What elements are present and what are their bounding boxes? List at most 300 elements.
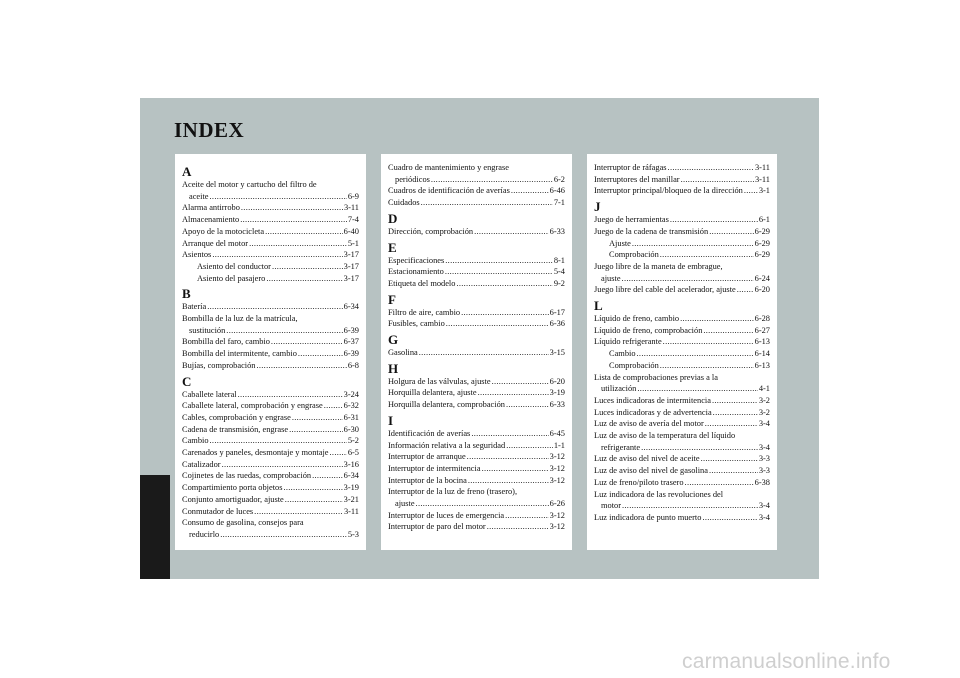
index-entry[interactable] (594, 465, 770, 477)
dot-leader (701, 453, 758, 465)
index-entry-page: 6-38 (754, 477, 770, 487)
index-entry-label: Luces indicadoras de intermitencia (594, 395, 711, 405)
index-entry-label: Interruptor de intermitencia (388, 463, 481, 473)
index-entry-label: Cojinetes de las ruedas, comprobación (182, 471, 312, 481)
index-entry-label: Carenados y paneles, desmontaje y montaje (182, 448, 329, 458)
index-entry-page: 6-29 (754, 238, 770, 248)
dot-leader (445, 266, 553, 278)
index-entry[interactable] (594, 185, 770, 197)
dot-leader (622, 500, 758, 512)
index-entry-page: 7-4 (347, 215, 359, 225)
dot-leader (241, 202, 343, 214)
index-entry-label: Conjunto amortiguador, ajuste (182, 494, 284, 504)
index-entry-label: Juego libre del cable del acelerador, ajuste (594, 285, 736, 295)
index-entry[interactable] (388, 278, 565, 290)
index-entry-page: 1-1 (553, 440, 565, 450)
index-entry-label: Cuidados (388, 198, 420, 208)
index-entry[interactable] (594, 512, 770, 524)
index-entry-label: periódicos (395, 174, 430, 184)
index-entry[interactable] (182, 214, 359, 226)
index-entry[interactable] (388, 521, 565, 533)
index-column-3 (587, 154, 777, 550)
dot-leader (467, 451, 549, 463)
index-entry-label: Filtro de aire, cambio (388, 307, 461, 317)
index-entry[interactable] (182, 348, 359, 360)
index-entry-label: ajuste (601, 273, 621, 283)
index-entry-heading: Aceite del motor y cartucho del filtro de (182, 180, 317, 189)
index-entry-label: reducirlo (189, 529, 220, 539)
watermark-text: carmanualsonline.info (682, 650, 891, 673)
index-entry-label: Interruptor de ráfagas (594, 163, 667, 172)
index-entry[interactable] (594, 442, 770, 454)
index-entry[interactable] (594, 284, 770, 296)
dot-leader (285, 494, 343, 506)
index-entry-page: 6-1 (758, 215, 770, 225)
index-entry[interactable] (388, 428, 565, 440)
index-entry-label: Horquilla delantera, ajuste (388, 388, 477, 398)
page-title: INDEX (174, 118, 245, 142)
index-entry[interactable] (388, 307, 565, 319)
index-entry[interactable] (594, 226, 770, 238)
index-entry[interactable] (388, 510, 565, 522)
dot-leader (478, 387, 549, 399)
index-entry-page: 6-46 (549, 186, 565, 196)
index-entry-label: Asientos (182, 250, 212, 260)
index-entry-heading: Luz indicadora de las revoluciones del (594, 489, 724, 499)
dot-leader (222, 459, 343, 471)
index-entry-page: 6-39 (343, 349, 359, 359)
index-entry[interactable] (182, 360, 359, 372)
index-entry-label: Interruptor de arranque (388, 452, 466, 462)
index-entry-label: Batería (182, 302, 207, 312)
dot-leader (445, 255, 553, 267)
section-letter: B (182, 286, 191, 302)
index-entry[interactable] (388, 475, 565, 487)
index-entry[interactable] (182, 459, 359, 471)
index-entry-page: 6-32 (343, 401, 359, 411)
index-entry-page: 6-20 (549, 376, 565, 386)
index-entry-label: Interruptor de paro del motor (388, 522, 486, 532)
index-entry-page: 8-1 (553, 255, 565, 265)
index-entry-page: 3-12 (549, 463, 565, 473)
index-entry-page: 6-17 (549, 307, 565, 317)
index-entry-label: Interruptor de luces de emergencia (388, 510, 505, 520)
index-entry-page: 5-4 (553, 267, 565, 277)
index-entry[interactable] (594, 273, 770, 285)
index-entry-label: Información relativa a la seguridad (388, 440, 506, 450)
dot-leader (240, 214, 347, 226)
index-entry-page: 3-11 (754, 174, 770, 184)
index-entry-heading: Interruptor de la luz de freno (trasero), (388, 487, 518, 497)
index-entry-label: Juego de la cadena de transmisión (594, 226, 709, 236)
index-entry[interactable] (182, 301, 359, 313)
index-entry-page: 6-27 (754, 325, 770, 335)
index-entry[interactable] (388, 347, 565, 359)
index-entry-label: Luces indicadoras y de advertencia (594, 407, 712, 417)
index-entry[interactable] (182, 191, 359, 203)
index-entry-label: Dirección, comprobación (388, 226, 474, 236)
dot-leader (238, 389, 343, 401)
index-column-1 (175, 154, 366, 550)
index-entry-label: Caballete lateral (182, 389, 237, 399)
index-entry[interactable] (388, 387, 565, 399)
dot-leader (713, 407, 758, 419)
index-entry[interactable] (594, 453, 770, 465)
index-entry-page: 6-29 (754, 250, 770, 260)
section-letter: J (594, 199, 601, 215)
index-entry[interactable] (182, 435, 359, 447)
index-entry-label: Líquido refrigerante (594, 337, 662, 347)
index-entry[interactable] (594, 477, 770, 489)
index-entry[interactable] (182, 273, 359, 285)
dot-leader (257, 360, 347, 372)
index-entry-page: 3-4 (758, 501, 770, 511)
index-entry-label: Líquido de freno, comprobación (594, 325, 703, 335)
index-entry-page: 3-12 (549, 452, 565, 462)
index-entry-heading: Luz de aviso de la temperatura del líquido (594, 431, 736, 441)
index-entry-label: Bombilla del intermitente, cambio (182, 349, 297, 359)
index-entry-label: Juego de herramientas (594, 215, 669, 225)
index-entry[interactable] (182, 249, 359, 261)
index-entry-page: 6-30 (343, 424, 359, 434)
dot-leader (506, 440, 553, 452)
dot-leader (446, 318, 549, 330)
index-entry-page: 6-13 (754, 360, 770, 370)
index-entry-label: Conmutador de luces (182, 506, 254, 516)
index-entry-page: 3-19 (549, 388, 565, 398)
dot-leader (709, 465, 758, 477)
index-entry-heading: Consumo de gasolina, consejos para (182, 518, 304, 528)
index-entry[interactable] (388, 266, 565, 278)
dot-leader (482, 463, 549, 475)
index-entry[interactable] (182, 506, 359, 518)
dot-leader (298, 348, 343, 360)
index-entry-label: utilización (601, 384, 637, 394)
dot-leader (474, 226, 549, 238)
index-entry-label: Interruptores del manillar (594, 174, 680, 184)
index-entry[interactable] (388, 318, 565, 330)
index-entry-page: 3-17 (343, 250, 359, 260)
index-entry-label: Gasolina (388, 348, 418, 358)
index-entry[interactable] (388, 451, 565, 463)
index-entry-page: 3-4 (758, 512, 770, 522)
index-entry[interactable] (182, 482, 359, 494)
index-entry[interactable] (594, 395, 770, 407)
index-entry[interactable] (594, 383, 770, 395)
index-entry-label: ajuste (395, 499, 415, 509)
dot-leader (456, 278, 552, 290)
dot-leader (637, 383, 757, 395)
index-entry[interactable] (388, 376, 565, 388)
dot-leader (737, 284, 754, 296)
section-letter: A (182, 164, 192, 179)
index-entry-page: 6-31 (343, 412, 359, 422)
section-letter: H (388, 360, 399, 376)
index-entry-label: Luz de aviso del nivel de gasolina (594, 466, 708, 476)
index-entry-page: 3-4 (758, 442, 770, 452)
section-letter: F (388, 291, 396, 307)
index-entry-page: 3-3 (758, 454, 770, 464)
index-entry-label: Cables, comprobación y engrase (182, 412, 291, 422)
index-entry-page: 6-5 (347, 448, 359, 458)
index-entry-page: 9-2 (553, 278, 565, 288)
dot-leader (641, 442, 758, 454)
index-entry-page: 3-11 (343, 506, 359, 516)
dot-leader (272, 261, 343, 273)
dot-leader (271, 336, 343, 348)
index-entry-label: Asiento del pasajero (197, 273, 266, 283)
index-entry-page: 4-1 (758, 384, 770, 394)
index-entry-page: 3-21 (343, 494, 359, 504)
dot-leader (207, 301, 342, 313)
index-entry-page: 5-1 (347, 238, 359, 248)
index-entry[interactable] (388, 463, 565, 475)
index-entry-label: Asiento del conductor (197, 261, 271, 271)
index-entry-label: Fusibles, cambio (388, 319, 445, 329)
dot-leader (511, 185, 549, 197)
dot-leader (680, 313, 754, 325)
index-entry-page: 6-36 (549, 319, 565, 329)
index-entry[interactable] (182, 261, 359, 273)
index-entry-page: 3-2 (758, 407, 770, 417)
index-entry-label: Alarma antirrobo (182, 203, 240, 213)
dot-leader (292, 412, 343, 424)
dot-leader (505, 510, 549, 522)
index-entry[interactable] (594, 336, 770, 348)
index-entry[interactable] (594, 348, 770, 360)
dot-leader (226, 325, 342, 337)
index-entry[interactable] (594, 360, 770, 372)
index-entry[interactable] (182, 412, 359, 424)
index-entry-label: Bujías, comprobación (182, 360, 256, 370)
index-entry-page: 3-12 (549, 510, 565, 520)
dot-leader (681, 174, 754, 186)
index-entry-label: Cadena de transmisión, engrase (182, 424, 289, 434)
index-entry-page: 3-4 (758, 419, 770, 429)
dot-leader (712, 395, 758, 407)
index-entry-label: Cuadros de identificación de averías (388, 186, 510, 196)
dot-leader (744, 185, 758, 197)
dot-leader (330, 447, 347, 459)
index-entry-page: 3-17 (343, 261, 359, 271)
dot-leader (668, 162, 754, 174)
section-letter: C (182, 373, 192, 389)
index-entry-page: 6-34 (343, 471, 359, 481)
dot-leader (632, 238, 754, 250)
index-entry[interactable] (594, 325, 770, 337)
dot-leader (685, 477, 754, 489)
index-entry-page: 5-2 (347, 436, 359, 446)
index-entry-label: Ajuste (609, 238, 631, 248)
index-entry-label: Almacenamiento (182, 215, 240, 225)
index-entry-label: Interruptor de la bocina (388, 475, 467, 485)
index-entry-label: Luz de freno/piloto trasero (594, 477, 684, 487)
index-entry-label: Compartimiento porta objetos (182, 483, 283, 493)
index-entry[interactable] (594, 313, 770, 325)
index-entry-label: Catalizador (182, 459, 221, 469)
dot-leader (431, 174, 553, 186)
index-entry-label: Líquido de freno, cambio (594, 314, 680, 324)
dot-leader (702, 512, 757, 524)
index-entry-label: aceite (189, 191, 209, 201)
index-entry-label: Luz de aviso de avería del motor (594, 419, 704, 429)
index-entry-label: Comprobación (609, 360, 659, 370)
index-entry-page: 6-9 (347, 191, 359, 201)
index-entry[interactable] (594, 162, 770, 174)
index-entry[interactable] (388, 498, 565, 510)
dot-leader (468, 475, 549, 487)
index-entry[interactable] (594, 418, 770, 430)
dot-leader (660, 249, 754, 261)
index-entry-label: Arranque del motor (182, 238, 249, 248)
section-letter: E (388, 239, 397, 255)
index-entry-label: Especificaciones (388, 255, 445, 265)
index-entry[interactable] (388, 440, 565, 452)
index-entry[interactable] (182, 470, 359, 482)
index-entry-page: 6-45 (549, 428, 565, 438)
index-entry[interactable] (182, 529, 359, 541)
index-entry[interactable] (388, 255, 565, 267)
index-entry[interactable] (388, 197, 565, 209)
index-entry-page: 6-13 (754, 337, 770, 347)
index-entry[interactable] (182, 238, 359, 250)
index-entry-page: 3-17 (343, 273, 359, 283)
index-entry-label: Cambio (609, 349, 636, 359)
index-entry-page: 6-26 (549, 499, 565, 509)
index-entry-page: 6-24 (754, 273, 770, 283)
index-entry-label: sustitución (189, 325, 226, 335)
dot-leader (703, 325, 753, 337)
index-entry-page: 5-3 (347, 529, 359, 539)
dot-leader (289, 424, 343, 436)
index-entry-page: 6-34 (343, 302, 359, 312)
index-entry-page: 6-14 (754, 349, 770, 359)
section-letter: L (594, 298, 603, 314)
index-entry-page: 6-8 (347, 360, 359, 370)
index-entry-page: 3-2 (758, 395, 770, 405)
dot-leader (254, 506, 343, 518)
index-entry-heading: Bombilla de la luz de la matrícula, (182, 314, 298, 324)
index-entry[interactable] (182, 494, 359, 506)
index-entry[interactable] (594, 174, 770, 186)
index-entry[interactable] (594, 500, 770, 512)
index-entry-heading: Cuadro de mantenimiento y engrase (388, 163, 509, 172)
index-entry[interactable] (182, 226, 359, 238)
section-letter: I (388, 412, 394, 428)
index-entry-page: 3-15 (549, 348, 565, 358)
index-entry-label: Holgura de las válvulas, ajuste (388, 376, 491, 386)
index-entry-label: motor (601, 501, 622, 511)
index-entry[interactable] (594, 249, 770, 261)
index-entry-label: Interruptor principal/bloqueo de la dirección (594, 186, 743, 196)
dot-leader (416, 498, 549, 510)
dot-leader (506, 399, 549, 411)
dot-leader (670, 214, 758, 226)
dot-leader (663, 336, 754, 348)
dot-leader (660, 360, 754, 372)
index-column-2 (381, 154, 572, 550)
dot-leader (266, 273, 342, 285)
dot-leader (212, 249, 342, 261)
index-entry-page: 3-1 (758, 186, 770, 196)
index-entry-page: 3-11 (343, 203, 359, 213)
index-entry-page: 6-29 (754, 226, 770, 236)
index-entry[interactable] (182, 202, 359, 214)
index-entry-page: 3-12 (549, 475, 565, 485)
dot-leader (709, 226, 753, 238)
dot-leader (461, 307, 549, 319)
index-entry[interactable] (388, 226, 565, 238)
index-entry[interactable] (182, 325, 359, 337)
index-entry-page: 6-2 (553, 174, 565, 184)
dot-leader (492, 376, 549, 388)
index-entry-page: 6-33 (549, 226, 565, 236)
dot-leader (622, 273, 754, 285)
index-entry[interactable] (388, 399, 565, 411)
section-letter: G (388, 332, 399, 348)
index-entry-page: 6-40 (343, 226, 359, 236)
index-entry-label: Bombilla del faro, cambio (182, 337, 270, 347)
index-entry-page: 6-28 (754, 314, 770, 324)
dot-leader (210, 191, 347, 203)
index-entry-page: 6-39 (343, 325, 359, 335)
index-entry-page: 6-33 (549, 400, 565, 410)
dot-leader (421, 197, 553, 209)
dot-leader (312, 470, 343, 482)
index-entry[interactable] (388, 185, 565, 197)
index-entry[interactable] (182, 424, 359, 436)
index-entry-page: 3-16 (343, 459, 359, 469)
index-entry-page: 3-19 (343, 483, 359, 493)
index-entry-page: 3-12 (549, 522, 565, 532)
index-entry-page: 6-37 (343, 337, 359, 347)
index-entry-label: Caballete lateral, comprobación y engrase (182, 401, 323, 411)
index-entry-label: Estacionamiento (388, 267, 444, 277)
dot-leader (637, 348, 754, 360)
dot-leader (283, 482, 342, 494)
dot-leader (471, 428, 548, 440)
dot-leader (265, 226, 343, 238)
index-entry-label: refrigerante (601, 442, 641, 452)
section-letter: D (388, 210, 398, 226)
index-entry[interactable] (594, 407, 770, 419)
index-entry-heading: Juego libre de la maneta de embrague, (594, 261, 723, 271)
dot-leader (324, 400, 343, 412)
index-entry-label: Etiqueta del modelo (388, 278, 456, 288)
index-entry-page: 7-1 (553, 198, 565, 208)
index-entry-label: Apoyo de la motocicleta (182, 226, 265, 236)
index-entry[interactable] (182, 447, 359, 459)
dot-leader (705, 418, 758, 430)
index-entry[interactable] (594, 238, 770, 250)
dot-leader (220, 529, 347, 541)
index-entry[interactable] (182, 400, 359, 412)
index-entry-page: 6-20 (754, 285, 770, 295)
index-entry[interactable] (388, 174, 565, 186)
index-entry-label: Luz de aviso del nivel de aceite (594, 454, 700, 464)
index-entry[interactable] (594, 214, 770, 226)
index-entry[interactable] (182, 389, 359, 401)
dot-leader (249, 238, 347, 250)
index-entry-page: 3-11 (754, 163, 770, 172)
index-entry-heading: Lista de comprobaciones previas a la (594, 372, 718, 382)
dot-leader (487, 521, 549, 533)
index-entry-page: 3-24 (343, 389, 359, 399)
index-entry[interactable] (182, 336, 359, 348)
index-entry-label: Identificación de averías (388, 428, 471, 438)
index-entry-page: 3-3 (758, 466, 770, 476)
index-entry-label: Horquilla delantera, comprobación (388, 400, 505, 410)
